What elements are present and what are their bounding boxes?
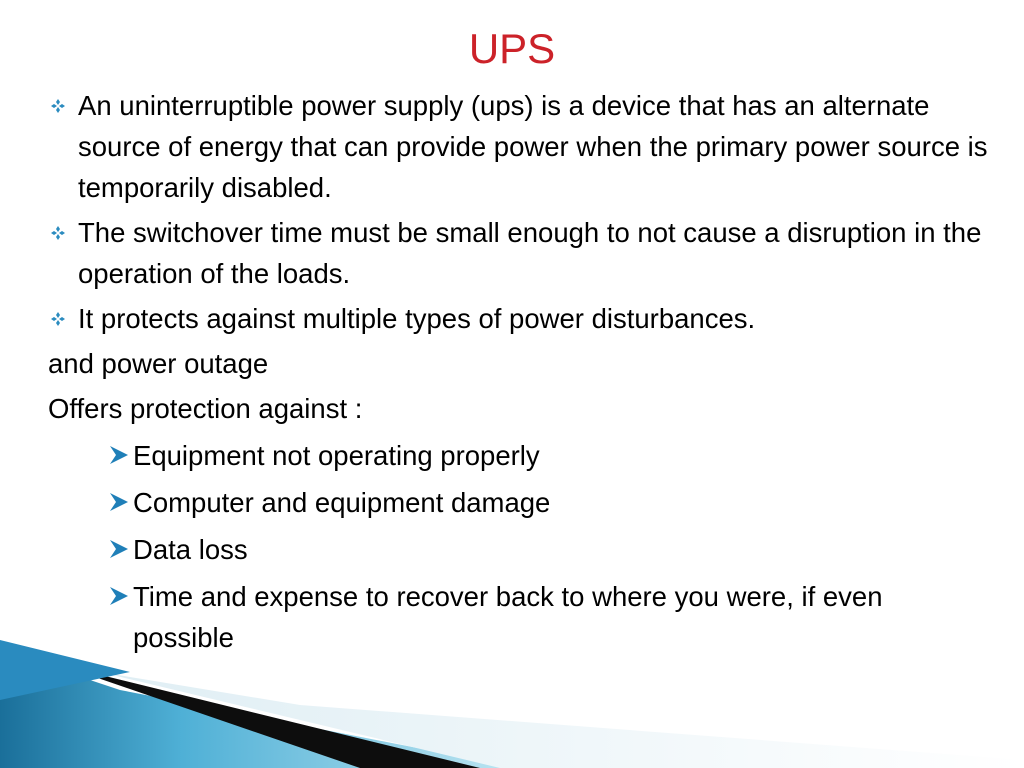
bullet-item	[48, 85, 988, 208]
sub-bullet-text: Time and expense to recover back to where you were, if even possible	[133, 581, 883, 653]
bullet-item	[48, 298, 988, 339]
bullet-item	[48, 212, 988, 294]
bullet-text: An uninterruptible power supply (ups) is a device that has an alternate source of energy that can provide power when the primary power source is temporarily disabled.	[78, 90, 988, 203]
arrowhead-icon	[108, 445, 130, 465]
sub-bullet-item	[48, 576, 988, 658]
plain-line: and power outage	[48, 348, 269, 379]
plain-line: Offers protection against :	[48, 393, 363, 424]
arrowhead-icon	[108, 539, 130, 559]
slide-content	[48, 85, 988, 658]
four-diamond-icon	[50, 98, 66, 114]
arrowhead-icon	[108, 492, 130, 512]
arrowhead-icon	[108, 586, 130, 606]
slide-title: UPS	[468, 25, 556, 72]
four-diamond-icon	[50, 225, 66, 241]
sub-bullet-text: Data loss	[133, 534, 248, 565]
bullet-text: The switchover time must be small enough to not cause a disruption in the operation of the loads.	[78, 217, 982, 289]
four-diamond-icon	[50, 311, 66, 327]
sub-bullet-text: Equipment not operating properly	[133, 440, 540, 471]
bullet-text: It protects against multiple types of power disturbances.	[78, 303, 756, 334]
sub-bullet-item	[48, 529, 988, 570]
sub-bullet-text: Computer and equipment damage	[133, 487, 551, 518]
sub-bullet-item	[48, 435, 988, 476]
sub-bullet-item	[48, 482, 988, 523]
